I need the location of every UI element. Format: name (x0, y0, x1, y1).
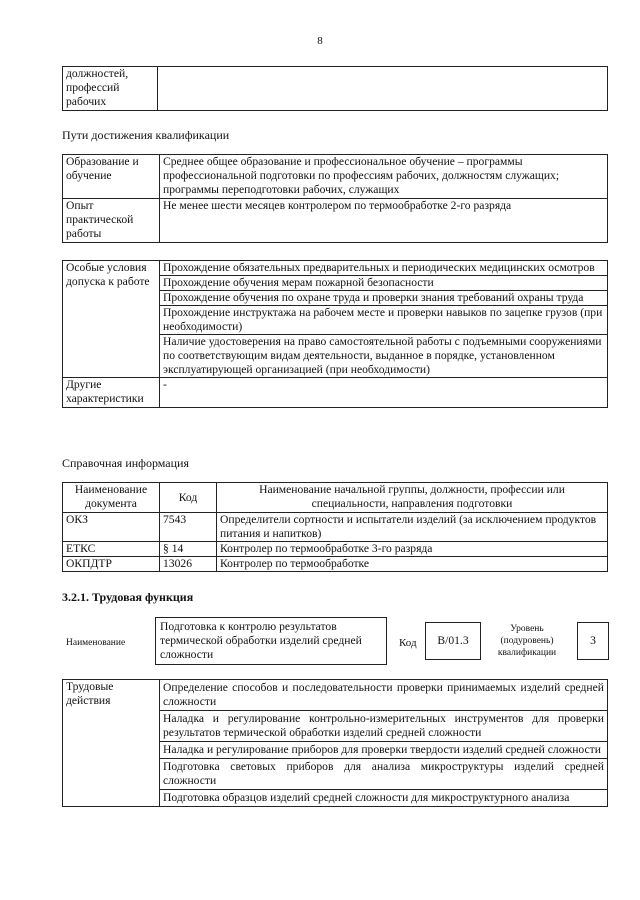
ref-row-name: Контролер по термообработке (217, 557, 608, 572)
paths-education-label: Образование и обучение (63, 155, 160, 199)
paths-table (62, 154, 608, 243)
action-item: Наладка и регулирование контрольно-измерительных инструментов для проверки результатов термической обработки изделий средней сложности (160, 711, 607, 742)
actions-label: Трудовые действия (63, 680, 160, 807)
top-table-label: должностей, профессий рабочих (63, 67, 158, 111)
ref-row-code: § 14 (160, 542, 217, 557)
action-item: Подготовка образцов изделий средней сложности для микроструктурного анализа (163, 791, 570, 804)
top-table-value (158, 67, 608, 111)
condition-item: Наличие удостоверения на право самостоятельной работы с подъемными сооружениями по соответствующим видам деятельности, выданное в порядке, установленном эксплуатирующей организацией (при необходимости) (163, 335, 602, 376)
top-table (62, 66, 608, 111)
ref-header-code: Код (160, 483, 217, 513)
other-value: - (160, 378, 608, 408)
reference-heading: Справочная информация (62, 456, 189, 470)
function-code-box (425, 622, 481, 660)
function-heading: 3.2.1. Трудовая функция (62, 590, 194, 604)
condition-item: Прохождение обучения по охране труда и проверки знания требований охраны труда (160, 291, 607, 306)
action-item: Наладка и регулирование приборов для проверки твердости изделий средней сложности (160, 742, 607, 759)
page-number: 8 (317, 35, 323, 47)
ref-row-doc: ОКПДТР (63, 557, 160, 572)
reference-table (62, 482, 608, 572)
function-level-label: Уровень (подуровень) квалификации (497, 624, 557, 658)
ref-row-doc: ЕТКС (63, 542, 160, 557)
conditions-table (62, 260, 608, 408)
ref-row-code: 13026 (160, 557, 217, 572)
ref-row-code: 7543 (160, 513, 217, 542)
ref-row-name: Определители сортности и испытатели изделий (за исключением продуктов питания и напитков) (217, 513, 608, 542)
other-label: Другие характеристики (63, 378, 160, 408)
conditions-label: Особые условия допуска к работе (63, 261, 160, 378)
ref-row-doc: ОКЗ (63, 513, 160, 542)
paths-experience-value: Не менее шести месяцев контролером по термообработке 2-го разряда (160, 199, 608, 243)
function-level-box (577, 622, 609, 660)
ref-row-name: Контролер по термообработке 3-го разряда (217, 542, 608, 557)
paths-experience-label: Опыт практической работы (63, 199, 160, 243)
condition-item: Прохождение инструктажа на рабочем месте и проверки навыков по зацепке грузов (при необходимости) (160, 306, 607, 335)
actions-table (62, 679, 608, 807)
action-item: Определение способов и последовательности проверки принимаемых изделий средней сложности (160, 680, 607, 711)
condition-item: Прохождение обязательных предварительных и периодических медицинских осмотров (160, 261, 607, 276)
condition-item: Прохождение обучения мерам пожарной безопасности (160, 276, 607, 291)
ref-header-name: Наименование начальной группы, должности, профессии или специальности, направления подготовки (217, 483, 608, 513)
function-code-value: B/01.3 (437, 634, 469, 647)
paths-education-value: Среднее общее образование и профессиональное обучение – программы профессиональной подготовки по профессиям рабочих, должностям служащих; программы переподготовки рабочих, служащих (160, 155, 608, 199)
function-name-box (155, 617, 387, 665)
ref-header-document: Наименование документа (63, 483, 160, 513)
action-item: Подготовка световых приборов для анализа микроструктуры изделий средней сложности (160, 759, 607, 790)
function-level-value: 3 (590, 634, 596, 647)
function-name-value: Подготовка к контролю результатов термической обработки изделий средней сложности (160, 620, 362, 661)
paths-heading: Пути достижения квалификации (62, 128, 230, 142)
function-name-label: Наименование (66, 638, 126, 648)
function-code-label: Код (399, 637, 417, 649)
